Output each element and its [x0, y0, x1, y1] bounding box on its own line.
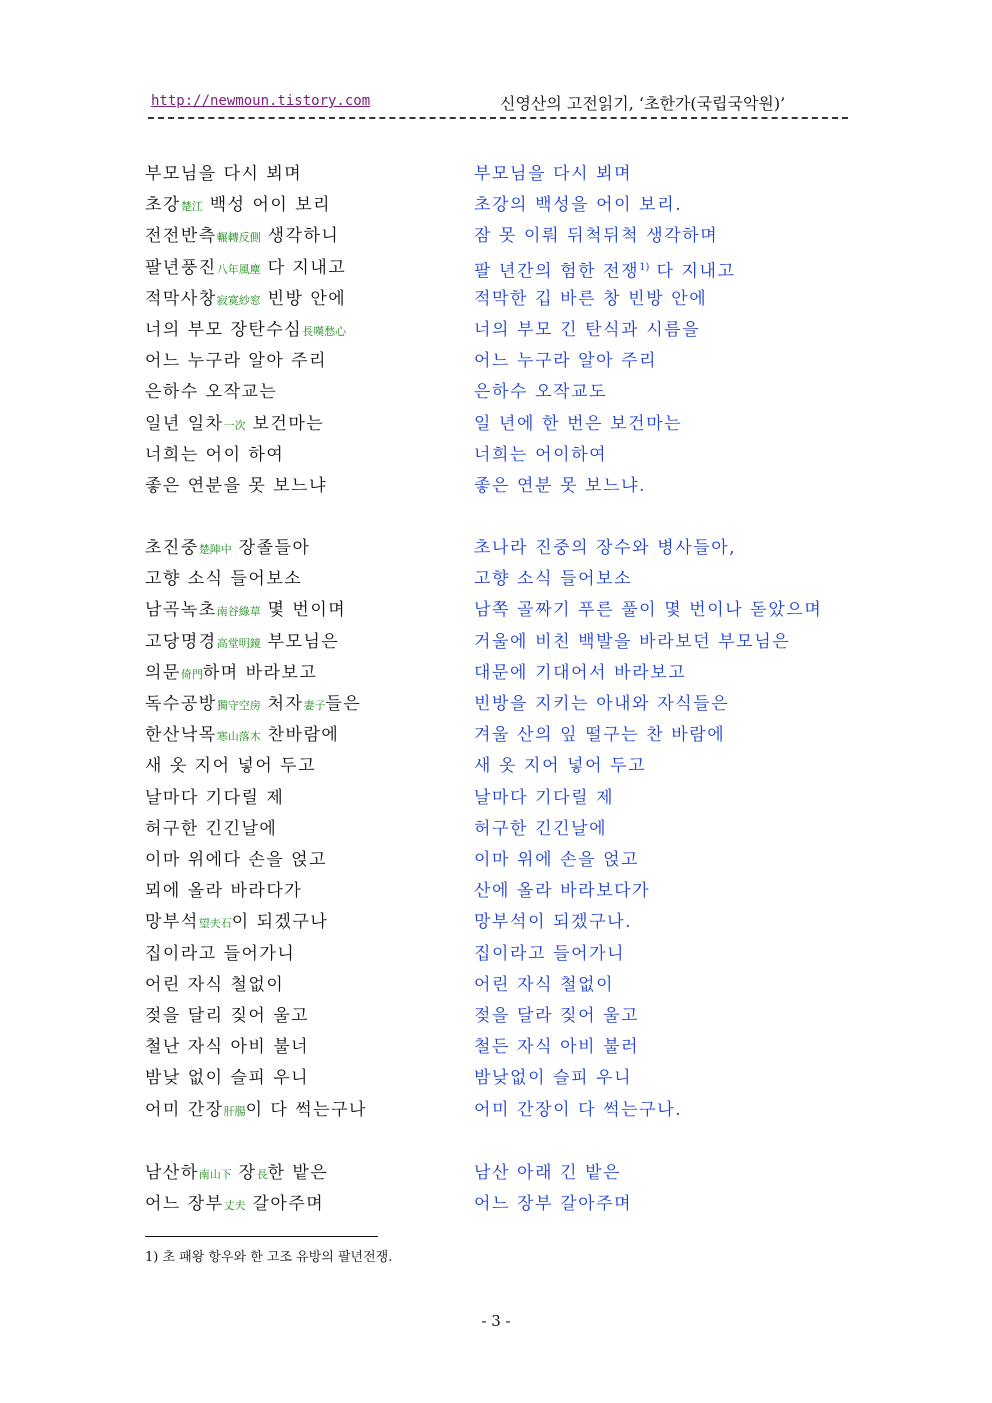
verse-text: 한 밭은 — [267, 1163, 329, 1183]
hanja-gloss: 長 — [256, 1168, 268, 1181]
verse-text: 남산하 — [145, 1163, 199, 1183]
verse-text: 부모님을 다시 뵈며 — [474, 164, 633, 184]
original-verse-line — [145, 597, 346, 623]
original-verse-line — [145, 1034, 309, 1060]
verse-text: 일 년에 한 번은 보건마는 — [474, 413, 683, 434]
hanja-gloss: 獨守空房 — [216, 699, 261, 712]
translation-line — [474, 379, 607, 405]
verse-text: 적막한 깁 바른 창 빈방 안에 — [474, 288, 708, 309]
translation-line — [474, 566, 632, 592]
original-verse-line — [145, 1160, 328, 1186]
hanja-gloss: 長嘆愁心 — [302, 325, 347, 338]
verse-text: 팔년풍진 — [145, 257, 217, 278]
verse-text: 이마 위에다 손을 얹고 — [145, 850, 328, 870]
translation-line — [474, 1065, 632, 1091]
translation-line — [474, 941, 625, 967]
translation-line — [474, 597, 822, 623]
verse-text: 초강의 백성을 어이 보리. — [474, 195, 683, 216]
verse-text: 하며 바라보고 — [202, 662, 318, 683]
verse-text: 어미 간장이 다 썩는구나. — [474, 1099, 683, 1120]
verse-text: 어느 누구라 알아 주리 — [145, 351, 328, 372]
verse-text: 철난 자식 아비 불너 — [145, 1037, 310, 1058]
original-verse-line — [145, 785, 284, 811]
hanja-gloss: 高堂明鏡 — [216, 636, 261, 650]
verse-text: 초나라 진중의 장수와 병사들아, — [474, 538, 737, 558]
translation-line — [474, 442, 607, 468]
verse-text: 적막사창 — [145, 288, 217, 309]
verse-text: 팔 년간의 험한 전쟁 — [474, 261, 640, 282]
hanja-gloss: 寂寞紗窓 — [216, 293, 261, 307]
verse-text: 빈방을 지키는 아내와 자식들은 — [474, 694, 730, 714]
verse-text: 이마 위에 손을 얹고 — [474, 850, 640, 870]
translation-line — [474, 753, 646, 779]
verse-text: 좋은 연분 못 보느냐. — [474, 476, 647, 496]
verse-text: 망부석이 되겠구나. — [474, 912, 633, 933]
original-verse-line — [145, 223, 339, 249]
verse-text: 너희는 어이 하여 — [145, 444, 285, 465]
verse-text: 부모님은 — [260, 631, 340, 652]
verse-text: 너희는 어이하여 — [474, 444, 608, 465]
translation-line — [474, 286, 707, 312]
verse-text: 허구한 긴긴날에 — [474, 818, 608, 839]
original-verse-line — [145, 473, 327, 499]
verse-text: 거울에 비친 백발을 바라보던 부모님은 — [474, 631, 791, 652]
original-verse-line — [145, 411, 324, 437]
verse-text: 장졸들아 — [231, 538, 311, 558]
page-number: - 3 - — [481, 1312, 511, 1330]
original-verse-line — [145, 192, 331, 218]
original-verse-line — [145, 1003, 309, 1029]
verse-text: 생각하니 — [260, 226, 340, 247]
hanja-gloss: 南谷綠草 — [216, 605, 261, 619]
verse-text: 백성 어이 보리 — [202, 195, 332, 216]
hanja-gloss: 楚陣中 — [198, 543, 232, 556]
original-verse-line — [145, 379, 277, 405]
original-verse-line — [145, 629, 339, 655]
verse-text: 초강 — [145, 195, 181, 216]
verse-text: 보건마는 — [245, 413, 325, 434]
translation-line — [474, 348, 657, 374]
translation-line — [474, 909, 632, 935]
original-verse-line — [145, 691, 361, 717]
translation-line — [474, 785, 614, 811]
translation-line — [474, 1191, 632, 1217]
translation-line — [474, 192, 682, 218]
translation-line — [474, 722, 725, 748]
verse-text: 빈방 안에 — [260, 288, 347, 309]
verse-text: 뫼에 올라 바라다가 — [145, 881, 303, 902]
original-verse-line — [145, 1097, 367, 1123]
verse-text: 밤낮없이 슬피 우니 — [474, 1068, 633, 1089]
translation-line — [474, 255, 736, 281]
verse-text: 은하수 오작교는 — [145, 382, 278, 403]
original-verse-line — [145, 317, 346, 343]
original-verse-line — [145, 535, 310, 561]
hanja-gloss: 丈夫 — [223, 1199, 246, 1213]
hanja-gloss: 八年風塵 — [216, 262, 261, 276]
original-verse-line — [145, 909, 328, 935]
verse-text: 어느 장부 갈아주며 — [474, 1194, 633, 1215]
verse-text: 다 지내고 — [260, 257, 347, 278]
hanja-gloss: 楚江 — [180, 200, 203, 214]
original-verse-line — [145, 753, 316, 779]
verse-text: 잠 못 이뤄 뒤척뒤척 생각하며 — [474, 226, 719, 247]
verse-text: 새 옷 지어 넣어 두고 — [474, 756, 647, 777]
translation-line — [474, 161, 632, 187]
header-url-link[interactable]: http://newmoun.tistory.com — [151, 93, 371, 109]
verse-text: 젖을 달리 짖어 울고 — [145, 1006, 310, 1026]
translation-line — [474, 660, 686, 686]
verse-text: 철든 자식 아비 불러 — [474, 1037, 640, 1058]
original-verse-line — [145, 816, 277, 842]
verse-text: 갈아주며 — [245, 1194, 325, 1215]
hanja-gloss: 寒山落木 — [216, 730, 261, 744]
header-divider — [148, 117, 848, 119]
translation-line — [474, 1034, 639, 1060]
original-verse-line — [145, 161, 302, 187]
translation-line — [474, 411, 682, 437]
hanja-gloss: 妻子 — [303, 699, 326, 712]
verse-text: 들은 — [325, 694, 362, 714]
verse-text: 처자 — [260, 694, 304, 714]
original-verse-line — [145, 442, 284, 468]
original-verse-line — [145, 566, 302, 592]
original-verse-line — [145, 1191, 324, 1217]
translation-line — [474, 878, 650, 904]
verse-text: 어미 간장 — [145, 1099, 224, 1120]
footnote-divider — [145, 1236, 378, 1237]
verse-text: 산에 올라 바라보다가 — [474, 881, 651, 902]
translation-line — [474, 535, 736, 561]
verse-text: 겨울 산의 잎 떨구는 찬 바람에 — [474, 725, 726, 746]
verse-text: 이 되겠구나 — [231, 912, 329, 933]
original-verse-line — [145, 255, 346, 281]
original-verse-line — [145, 660, 317, 686]
translation-line — [474, 1160, 621, 1186]
original-verse-line — [145, 941, 295, 967]
hanja-gloss: 倚門 — [180, 667, 203, 681]
verse-text: 초진중 — [145, 538, 199, 558]
verse-text: 부모님을 다시 뵈며 — [145, 164, 303, 184]
translation-line — [474, 847, 639, 873]
original-verse-line — [145, 286, 346, 312]
verse-text: 집이라고 들어가니 — [145, 943, 296, 964]
verse-text: 남곡녹초 — [145, 600, 217, 621]
verse-text: 대문에 기대어서 바라보고 — [474, 662, 687, 683]
verse-text: 어느 누구라 알아 주리 — [474, 351, 658, 372]
original-verse-line — [145, 847, 327, 873]
verse-text: 좋은 연분을 못 보느냐 — [145, 476, 328, 496]
original-verse-line — [145, 972, 284, 998]
verse-text: 다 지내고 — [649, 261, 736, 282]
verse-text: 너의 부모 장탄수심 — [145, 320, 303, 340]
original-verse-line — [145, 878, 302, 904]
verse-text: 고향 소식 들어보소 — [145, 569, 303, 590]
original-verse-line — [145, 1065, 309, 1091]
translation-line — [474, 317, 700, 343]
translation-line — [474, 691, 729, 717]
translation-line — [474, 1097, 682, 1123]
verse-text: 고당명경 — [145, 631, 217, 652]
verse-text: 허구한 긴긴날에 — [145, 818, 278, 839]
verse-text: 몇 번이며 — [260, 600, 347, 621]
verse-text: 남산 아래 긴 밭은 — [474, 1163, 622, 1183]
original-verse-line — [145, 348, 327, 374]
verse-text: 날마다 기다릴 제 — [145, 787, 285, 808]
verse-text: 한산낙목 — [145, 725, 217, 746]
verse-text: 새 옷 지어 넣어 두고 — [145, 756, 316, 777]
verse-text: 망부석 — [145, 912, 199, 933]
translation-line — [474, 223, 718, 249]
verse-text: 어린 자식 철없이 — [474, 974, 615, 995]
verse-text: 집이라고 들어가니 — [474, 943, 626, 964]
verse-text: 밤낮 없이 슬피 우니 — [145, 1068, 310, 1089]
translation-line — [474, 816, 607, 842]
hanja-gloss: 望夫石 — [198, 917, 232, 931]
hanja-gloss: 輾轉反側 — [216, 231, 261, 245]
translation-line — [474, 629, 790, 655]
verse-text: 의문 — [145, 662, 181, 683]
hanja-gloss: 肝腸 — [223, 1104, 246, 1118]
verse-text: 남쪽 골짜기 푸른 풀이 몇 번이나 돋았으며 — [474, 600, 823, 621]
verse-text: 은하수 오작교도 — [474, 382, 608, 403]
verse-text: 전전반측 — [145, 226, 217, 247]
verse-text: 장 — [231, 1163, 257, 1183]
verse-text: 독수공방 — [145, 694, 217, 714]
verse-text: 이 다 썩는구나 — [245, 1099, 367, 1120]
hanja-gloss: 一次 — [223, 418, 246, 432]
footnote: 1) 초 패왕 항우와 한 고조 유방의 팔년전쟁. — [145, 1250, 393, 1265]
verse-text: 젖을 달라 짖어 울고 — [474, 1006, 640, 1026]
header-title: 신영산의 고전읽기, ‘초한가(국립국악원)’ — [500, 94, 786, 113]
verse-text: 찬바람에 — [260, 725, 340, 746]
footnote-marker: 1) — [639, 261, 650, 273]
hanja-gloss: 南山下 — [198, 1168, 232, 1181]
verse-text: 어린 자식 철없이 — [145, 974, 285, 995]
translation-line — [474, 473, 646, 499]
verse-text: 고향 소식 들어보소 — [474, 569, 633, 590]
original-verse-line — [145, 722, 339, 748]
translation-line — [474, 1003, 639, 1029]
verse-text: 너의 부모 긴 탄식과 시름을 — [474, 320, 701, 340]
verse-text: 어느 장부 — [145, 1194, 224, 1215]
translation-line — [474, 972, 614, 998]
verse-text: 날마다 기다릴 제 — [474, 787, 615, 808]
verse-text: 일년 일차 — [145, 413, 224, 434]
